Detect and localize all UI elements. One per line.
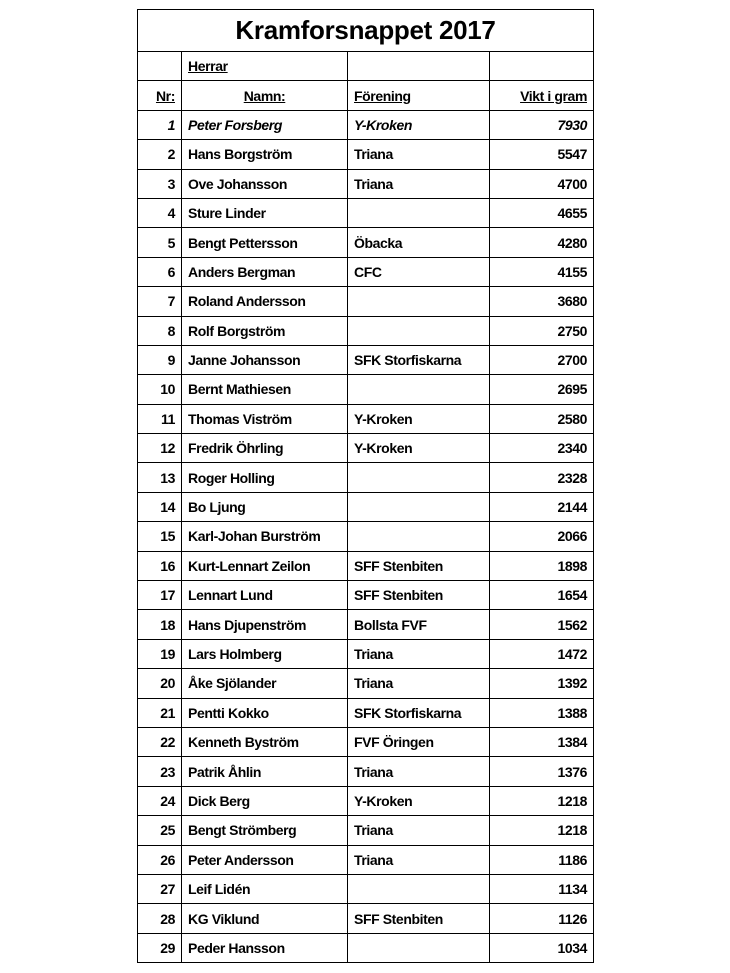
nr-cell: 14 xyxy=(138,492,182,521)
table-row xyxy=(138,228,594,257)
weight-cell: 2580 xyxy=(490,404,594,433)
table-row xyxy=(138,610,594,639)
table-row xyxy=(138,874,594,903)
club-cell: SFK Storfiskarna xyxy=(348,698,490,727)
weight-cell: 1898 xyxy=(490,551,594,580)
name-cell: Bengt Strömberg xyxy=(182,816,348,845)
name-cell: Peter Andersson xyxy=(182,845,348,874)
club-cell: Y-Kroken xyxy=(348,404,490,433)
header-nr: Nr: xyxy=(138,81,182,110)
weight-cell: 1376 xyxy=(490,757,594,786)
weight-cell: 1388 xyxy=(490,698,594,727)
nr-cell: 16 xyxy=(138,551,182,580)
table-row xyxy=(138,845,594,874)
name-cell: Hans Djupenström xyxy=(182,610,348,639)
club-cell xyxy=(348,375,490,404)
nr-cell: 25 xyxy=(138,816,182,845)
weight-cell: 2750 xyxy=(490,316,594,345)
header-namn: Namn: xyxy=(182,81,348,110)
nr-cell: 12 xyxy=(138,434,182,463)
nr-cell: 13 xyxy=(138,463,182,492)
club-cell xyxy=(348,933,490,962)
name-cell: Karl-Johan Burström xyxy=(182,522,348,551)
club-cell: Bollsta FVF xyxy=(348,610,490,639)
name-cell: Anders Bergman xyxy=(182,257,348,286)
section-row xyxy=(138,52,594,81)
table-row xyxy=(138,639,594,668)
table-row xyxy=(138,257,594,286)
name-cell: Kenneth Byström xyxy=(182,727,348,756)
title-row xyxy=(138,10,594,52)
nr-cell: 8 xyxy=(138,316,182,345)
club-cell: Y-Kroken xyxy=(348,786,490,815)
club-cell: Triana xyxy=(348,845,490,874)
name-cell: Kurt-Lennart Zeilon xyxy=(182,551,348,580)
nr-cell: 18 xyxy=(138,610,182,639)
nr-cell: 20 xyxy=(138,669,182,698)
table-row xyxy=(138,669,594,698)
name-cell: Roger Holling xyxy=(182,463,348,492)
weight-cell: 4700 xyxy=(490,169,594,198)
section-empty-cell xyxy=(490,52,594,81)
name-cell: KG Viklund xyxy=(182,904,348,933)
name-cell: Lars Holmberg xyxy=(182,639,348,668)
name-cell: Ove Johansson xyxy=(182,169,348,198)
weight-cell: 1134 xyxy=(490,874,594,903)
club-cell: Triana xyxy=(348,169,490,198)
header-row xyxy=(138,81,594,110)
table-row xyxy=(138,345,594,374)
table-row xyxy=(138,463,594,492)
club-cell: Triana xyxy=(348,639,490,668)
name-cell: Patrik Åhlin xyxy=(182,757,348,786)
table-row xyxy=(138,727,594,756)
header-vikt: Vikt i gram xyxy=(490,81,594,110)
nr-cell: 2 xyxy=(138,140,182,169)
name-cell: Roland Andersson xyxy=(182,287,348,316)
section-empty-cell xyxy=(348,52,490,81)
nr-cell: 24 xyxy=(138,786,182,815)
name-cell: Thomas Viström xyxy=(182,404,348,433)
name-cell: Peder Hansson xyxy=(182,933,348,962)
club-cell xyxy=(348,874,490,903)
table-row xyxy=(138,169,594,198)
weight-cell: 2700 xyxy=(490,345,594,374)
weight-cell: 4655 xyxy=(490,198,594,227)
weight-cell: 1218 xyxy=(490,786,594,815)
club-cell xyxy=(348,522,490,551)
name-cell: Fredrik Öhrling xyxy=(182,434,348,463)
weight-cell: 2340 xyxy=(490,434,594,463)
weight-cell: 4280 xyxy=(490,228,594,257)
page-title: Kramforsnappet 2017 xyxy=(138,10,594,52)
weight-cell: 2328 xyxy=(490,463,594,492)
table-row xyxy=(138,757,594,786)
results-table xyxy=(137,9,594,963)
name-cell: Lennart Lund xyxy=(182,581,348,610)
weight-cell: 4155 xyxy=(490,257,594,286)
club-cell: Y-Kroken xyxy=(348,110,490,139)
club-cell: SFF Stenbiten xyxy=(348,904,490,933)
weight-cell: 1218 xyxy=(490,816,594,845)
club-cell: FVF Öringen xyxy=(348,727,490,756)
weight-cell: 3680 xyxy=(490,287,594,316)
nr-cell: 9 xyxy=(138,345,182,374)
weight-cell: 2695 xyxy=(490,375,594,404)
club-cell xyxy=(348,287,490,316)
club-cell xyxy=(348,316,490,345)
table-row xyxy=(138,492,594,521)
club-cell xyxy=(348,198,490,227)
table-row xyxy=(138,551,594,580)
weight-cell: 1562 xyxy=(490,610,594,639)
nr-cell: 15 xyxy=(138,522,182,551)
nr-cell: 29 xyxy=(138,933,182,962)
weight-cell: 1392 xyxy=(490,669,594,698)
name-cell: Åke Sjölander xyxy=(182,669,348,698)
weight-cell: 1654 xyxy=(490,581,594,610)
table-row xyxy=(138,110,594,139)
name-cell: Pentti Kokko xyxy=(182,698,348,727)
name-cell: Dick Berg xyxy=(182,786,348,815)
weight-cell: 1472 xyxy=(490,639,594,668)
club-cell: Y-Kroken xyxy=(348,434,490,463)
club-cell: Öbacka xyxy=(348,228,490,257)
table-row xyxy=(138,698,594,727)
table-row xyxy=(138,816,594,845)
nr-cell: 19 xyxy=(138,639,182,668)
section-label: Herrar xyxy=(182,52,348,81)
name-cell: Hans Borgström xyxy=(182,140,348,169)
nr-cell: 23 xyxy=(138,757,182,786)
name-cell: Bernt Mathiesen xyxy=(182,375,348,404)
weight-cell: 5547 xyxy=(490,140,594,169)
club-cell: SFF Stenbiten xyxy=(348,551,490,580)
club-cell xyxy=(348,463,490,492)
club-cell: Triana xyxy=(348,757,490,786)
nr-cell: 4 xyxy=(138,198,182,227)
name-cell: Sture Linder xyxy=(182,198,348,227)
table-row xyxy=(138,581,594,610)
weight-cell: 2066 xyxy=(490,522,594,551)
table-row xyxy=(138,522,594,551)
nr-cell: 22 xyxy=(138,727,182,756)
club-cell: Triana xyxy=(348,140,490,169)
weight-cell: 1034 xyxy=(490,933,594,962)
table-row xyxy=(138,198,594,227)
table-row xyxy=(138,287,594,316)
table-row xyxy=(138,434,594,463)
weight-cell: 7930 xyxy=(490,110,594,139)
weight-cell: 2144 xyxy=(490,492,594,521)
weight-cell: 1384 xyxy=(490,727,594,756)
section-empty-cell xyxy=(138,52,182,81)
table-row xyxy=(138,786,594,815)
table-row xyxy=(138,933,594,962)
nr-cell: 21 xyxy=(138,698,182,727)
name-cell: Bo Ljung xyxy=(182,492,348,521)
nr-cell: 27 xyxy=(138,874,182,903)
nr-cell: 1 xyxy=(138,110,182,139)
nr-cell: 5 xyxy=(138,228,182,257)
name-cell: Peter Forsberg xyxy=(182,110,348,139)
nr-cell: 11 xyxy=(138,404,182,433)
name-cell: Janne Johansson xyxy=(182,345,348,374)
table-row xyxy=(138,375,594,404)
club-cell: SFK Storfiskarna xyxy=(348,345,490,374)
club-cell: Triana xyxy=(348,669,490,698)
name-cell: Rolf Borgström xyxy=(182,316,348,345)
nr-cell: 6 xyxy=(138,257,182,286)
header-forening: Förening xyxy=(348,81,490,110)
club-cell: Triana xyxy=(348,816,490,845)
weight-cell: 1186 xyxy=(490,845,594,874)
name-cell: Bengt Pettersson xyxy=(182,228,348,257)
table-row xyxy=(138,404,594,433)
nr-cell: 3 xyxy=(138,169,182,198)
club-cell: CFC xyxy=(348,257,490,286)
table-row xyxy=(138,316,594,345)
nr-cell: 10 xyxy=(138,375,182,404)
table-row xyxy=(138,904,594,933)
weight-cell: 1126 xyxy=(490,904,594,933)
table-row xyxy=(138,140,594,169)
club-cell xyxy=(348,492,490,521)
nr-cell: 28 xyxy=(138,904,182,933)
nr-cell: 26 xyxy=(138,845,182,874)
nr-cell: 7 xyxy=(138,287,182,316)
club-cell: SFF Stenbiten xyxy=(348,581,490,610)
name-cell: Leif Lidén xyxy=(182,874,348,903)
nr-cell: 17 xyxy=(138,581,182,610)
